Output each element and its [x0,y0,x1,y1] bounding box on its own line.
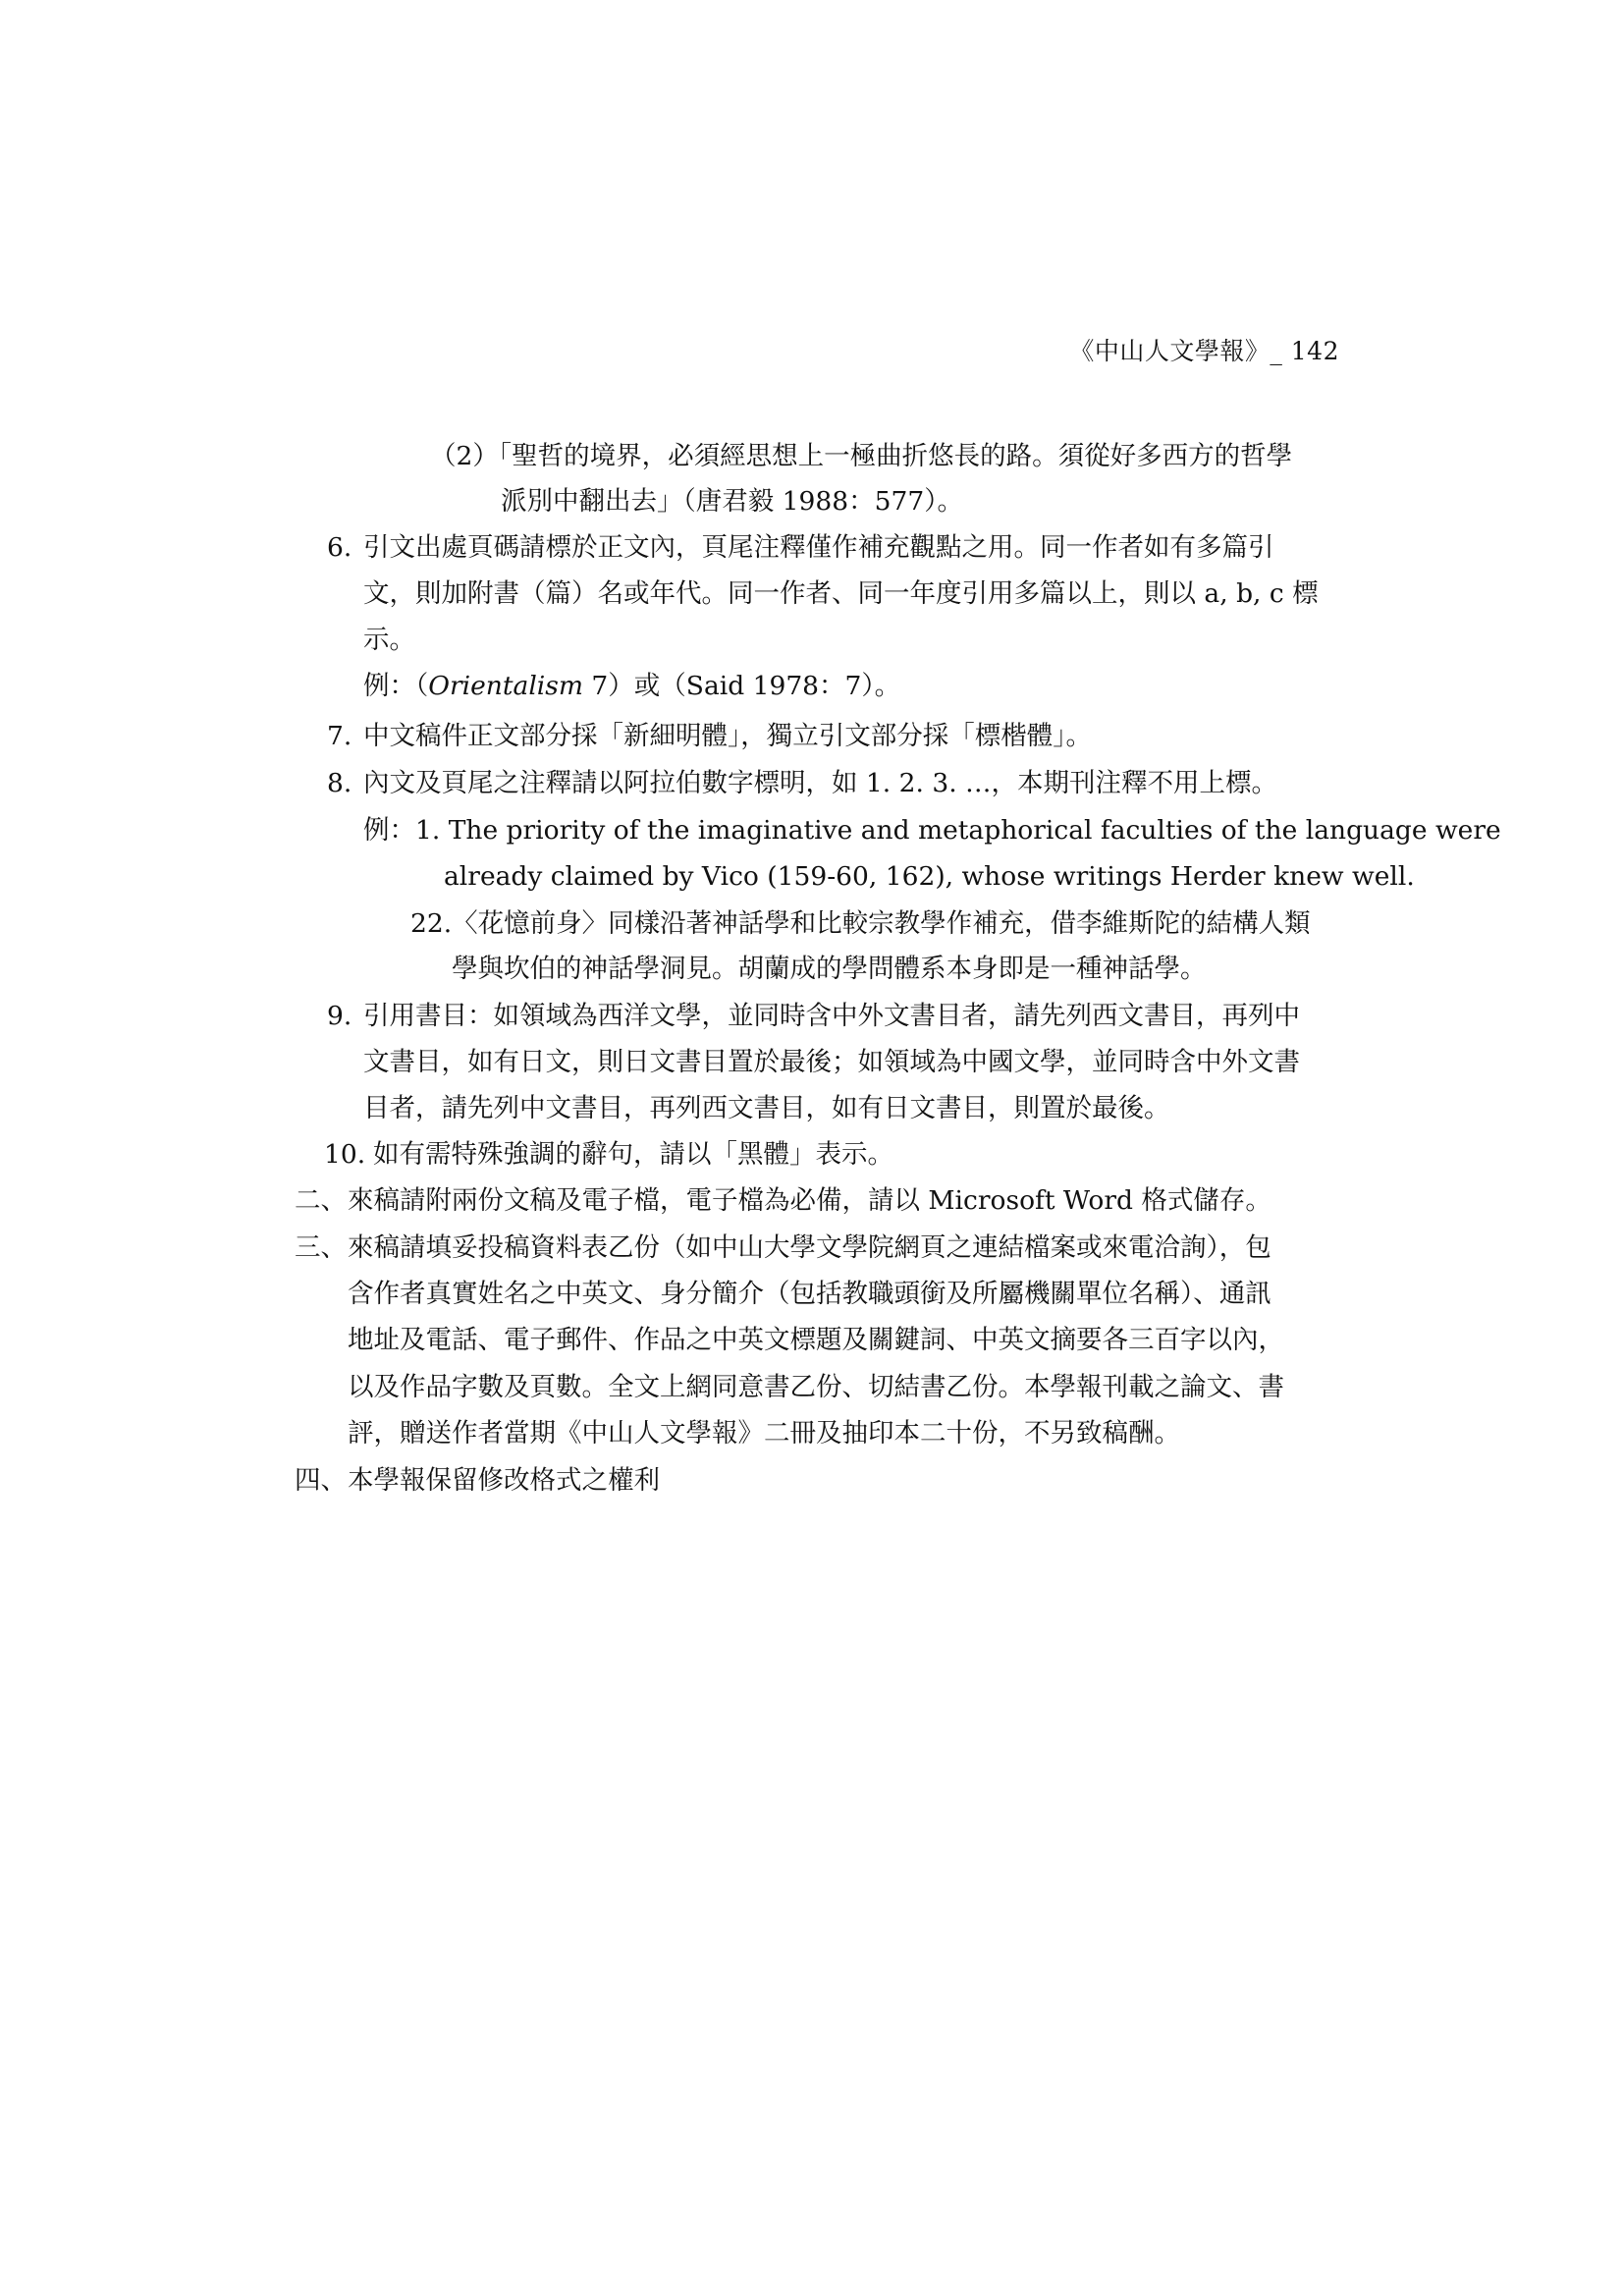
item-6-line-3: 示。 [363,625,415,655]
item-8-example-22-line-1: 22.〈花憶前身〉同樣沿著神話學和比較宗教學作補充，借李維斯陀的結構人類 [410,908,1311,939]
item-7-number: 7. [327,721,352,751]
section-3-number: 三、 [295,1232,347,1263]
section-3-line-3: 地址及電話、電子郵件、作品之中英文標題及關鍵詞、中英文摘要各三百字以內， [348,1325,1284,1355]
section-3-line-1: 來稿請填妥投稿資料表乙份（如中山大學文學院網頁之連結檔案或來電洽詢），包 [348,1232,1271,1263]
item-6-line-2: 文，則加附書（篇）名或年代。同一作者、同一年度引用多篇以上，則以 a, b, c 標 [363,578,1319,609]
item-6-example-prefix: 例：（ [363,671,429,701]
item-9-line-1: 引用書目：如領域為西洋文學，並同時含中外文書目者，請先列西文書目，再列中 [363,1001,1300,1031]
item-6-example-title: Orientalism [428,671,583,701]
section-4-line-1: 本學報保留修改格式之權利 [348,1465,660,1496]
item-9-line-2: 文書目，如有日文，則日文書目置於最後；如領域為中國文學，並同時含中外文書 [363,1047,1300,1077]
item-6-line-1: 引文出處頁碼請標於正文內，頁尾注釋僅作補充觀點之用。同一作者如有多篇引 [363,532,1274,563]
item-9-number: 9. [327,1001,352,1031]
item-9-line-3: 目者，請先列中文書目，再列西文書目，如有日文書目，則置於最後。 [363,1093,1170,1123]
item-8-example-1-line-2: already claimed by Vico (159-60, 162), whose writings Herder knew well. [444,861,1415,892]
item-6-example [363,670,900,703]
item-10-line-1: 如有需特殊強調的辭句，請以「黑體」表示。 [373,1139,893,1170]
section-2-number: 二、 [295,1185,347,1216]
section-3-line-4: 以及作品字數及頁數。全文上網同意書乙份、切結書乙份。本學報刊載之論文、書 [348,1372,1284,1402]
item-8-example-22-line-2: 學與坎伯的神話學洞見。胡蘭成的學問體系本身即是一種神話學。 [452,954,1207,984]
item-6-example-rest: 7）或（Said 1978：7）。 [583,671,901,701]
section-3-line-2: 含作者真實姓名之中英文、身分簡介（包括教職頭銜及所屬機關單位名稱）、通訊 [348,1279,1271,1309]
item-7-line-1: 中文稿件正文部分採「新細明體」，獨立引文部分採「標楷體」。 [363,721,1092,751]
section-4-number: 四、 [295,1465,347,1496]
item-8-example-1-line-1: 例：1. The priority of the imaginative and metaphorical faculties of the language were [363,815,1501,846]
item-10-number: 10. [324,1139,366,1170]
item-8-number: 8. [327,768,352,798]
item-8-line-1: 內文及頁尾之注釋請以阿拉伯數字標明，如 1. 2. 3. …，本期刊注釋不用上標。 [363,768,1278,798]
quote-2-line-2: 派別中翻出去」（唐君毅 1988：577）。 [501,486,963,517]
quote-2-line-1: （2）「聖哲的境界，必須經思想上一極曲折悠長的路。須從好多西方的哲學 [430,441,1293,471]
section-3-line-5: 評，贈送作者當期《中山人文學報》二冊及抽印本二十份，不另致稿酬。 [348,1418,1180,1449]
section-2-line-1: 來稿請附兩份文稿及電子檔，電子檔為必備，請以 Microsoft Word 格式儲存。 [348,1185,1271,1216]
running-header: 《中山人文學報》_ 142 [1069,337,1339,365]
item-6-number: 6. [327,532,352,563]
